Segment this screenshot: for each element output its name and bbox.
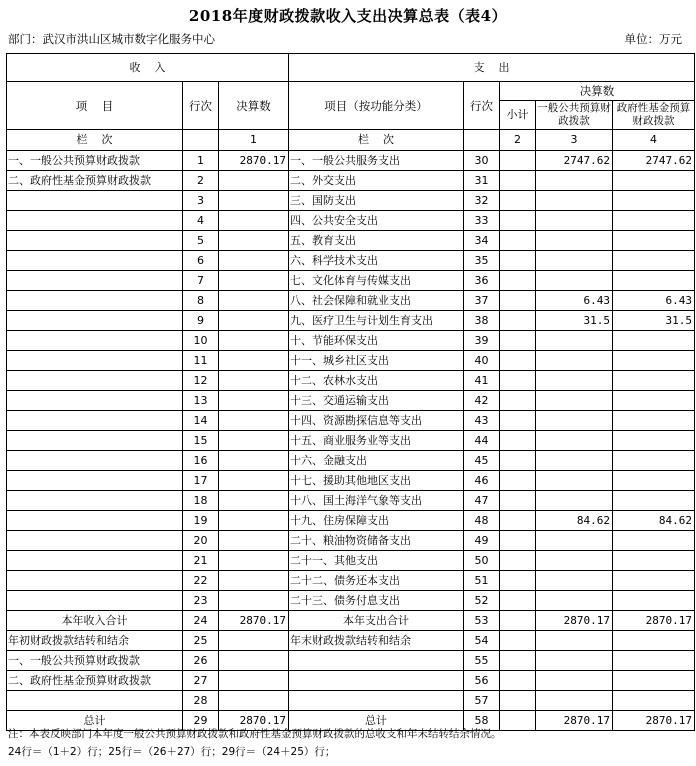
expense-subtotal: [500, 331, 536, 351]
income-row-no: 7: [183, 271, 219, 291]
income-item: [7, 571, 183, 591]
expense-general-budget: [536, 411, 613, 431]
income-item: [7, 591, 183, 611]
income-amount: [219, 471, 289, 491]
income-row-no: 16: [183, 451, 219, 471]
budget-group-header: 决算数: [500, 82, 695, 101]
expense-subtotal: [500, 371, 536, 391]
col-label-2: 栏 次: [289, 130, 464, 151]
income-row-no: 13: [183, 391, 219, 411]
empty-cell: [464, 130, 500, 151]
income-row-no: 27: [183, 671, 219, 691]
amount-header: 决算数: [219, 82, 289, 130]
expense-total-label: 本年支出合计: [289, 611, 464, 631]
income-amount: 2870.17: [219, 151, 289, 171]
expense-subtotal: [500, 531, 536, 551]
income-amount: [219, 651, 289, 671]
income-item: 二、政府性基金预算财政拨款: [7, 671, 183, 691]
income-row-no: 26: [183, 651, 219, 671]
expense-subtotal: [500, 491, 536, 511]
expense-item: 十五、商业服务业等支出: [289, 431, 464, 451]
table-row: [7, 451, 695, 471]
expense-grand-total-fund: 2870.17: [613, 711, 695, 731]
table-body: [7, 54, 695, 731]
expense-item: 十二、农林水支出: [289, 371, 464, 391]
income-amount: [219, 631, 289, 651]
expense-general-budget: [536, 211, 613, 231]
table-row: [7, 511, 695, 531]
income-row-no: 25: [183, 631, 219, 651]
expense-row-no: 39: [464, 331, 500, 351]
expense-general-budget: [536, 571, 613, 591]
expense-general-budget: [536, 551, 613, 571]
income-amount: [219, 691, 289, 711]
column-index-row: [7, 130, 695, 151]
expense-item: 十四、资源勘探信息等支出: [289, 411, 464, 431]
expense-general-budget: [536, 171, 613, 191]
income-amount: [219, 191, 289, 211]
expense-row-no: 47: [464, 491, 500, 511]
expense-gov-fund: [613, 491, 695, 511]
expense-row-no: 48: [464, 511, 500, 531]
expense-row-no: 52: [464, 591, 500, 611]
table-row: [7, 351, 695, 371]
expense-general-budget: 2747.62: [536, 151, 613, 171]
note-line-2: 24行＝（1＋2）行；25行＝（26＋27）行；29行＝（24＋25）行；: [8, 746, 336, 758]
income-row-no: 12: [183, 371, 219, 391]
expense-subtotal: [500, 631, 536, 651]
expense-subtotal: [500, 351, 536, 371]
expense-general-budget: [536, 351, 613, 371]
expense-general-budget: [536, 691, 613, 711]
income-row-no: 19: [183, 511, 219, 531]
income-item: [7, 271, 183, 291]
income-item: 二、政府性基金预算财政拨款: [7, 171, 183, 191]
income-item: [7, 371, 183, 391]
table-row: [7, 431, 695, 451]
table-row: [7, 311, 695, 331]
table-row: [7, 231, 695, 251]
expense-item: [289, 691, 464, 711]
expense-subtotal: [500, 151, 536, 171]
income-row-no: 29: [183, 711, 219, 731]
expense-gov-fund: [613, 591, 695, 611]
income-row-no: 28: [183, 691, 219, 711]
income-amount: [219, 591, 289, 611]
income-item: [7, 351, 183, 371]
expense-subtotal: [500, 251, 536, 271]
income-amount: [219, 311, 289, 331]
table-row: [7, 291, 695, 311]
expense-row-no: 42: [464, 391, 500, 411]
income-amount: [219, 431, 289, 451]
income-amount: [219, 571, 289, 591]
expense-item: 十六、金融支出: [289, 451, 464, 471]
expense-total-general: 2870.17: [536, 611, 613, 631]
income-amount: [219, 531, 289, 551]
expense-gov-fund: [613, 571, 695, 591]
table-row: [7, 191, 695, 211]
expense-subtotal: [500, 471, 536, 491]
expense-subtotal: [500, 651, 536, 671]
expense-general-budget: [536, 271, 613, 291]
income-row-no: 10: [183, 331, 219, 351]
expense-general-budget: [536, 231, 613, 251]
table-row: [7, 151, 695, 171]
expense-gov-fund: 31.5: [613, 311, 695, 331]
income-amount: [219, 391, 289, 411]
expense-general-budget: 6.43: [536, 291, 613, 311]
expense-row-no: 54: [464, 631, 500, 651]
income-item: [7, 391, 183, 411]
expense-gov-fund: [613, 671, 695, 691]
func-item-header: 项目（按功能分类）: [289, 82, 464, 130]
income-item: 一、一般公共预算财政拨款: [7, 651, 183, 671]
expense-general-budget: [536, 431, 613, 451]
expense-subtotal: [500, 411, 536, 431]
income-total-label: 本年收入合计: [7, 611, 183, 631]
expense-item: 十一、城乡社区支出: [289, 351, 464, 371]
expense-general-budget: [536, 671, 613, 691]
income-item: [7, 211, 183, 231]
income-amount: [219, 331, 289, 351]
expense-general-budget: [536, 371, 613, 391]
expense-gov-fund: 6.43: [613, 291, 695, 311]
income-amount: [219, 451, 289, 471]
expense-gov-fund: [613, 411, 695, 431]
expense-item: 十三、交通运输支出: [289, 391, 464, 411]
expense-row-no: 38: [464, 311, 500, 331]
income-header: 收 入: [7, 54, 289, 82]
expense-row-no: 58: [464, 711, 500, 731]
expense-gov-fund: [613, 651, 695, 671]
expense-gov-fund: [613, 251, 695, 271]
income-row-no: 3: [183, 191, 219, 211]
income-amount: [219, 671, 289, 691]
expense-item: 十九、住房保障支出: [289, 511, 464, 531]
expense-subtotal: [500, 171, 536, 191]
expense-subtotal: [500, 211, 536, 231]
income-row-no: 4: [183, 211, 219, 231]
expense-row-no: 41: [464, 371, 500, 391]
expense-gov-fund: [613, 171, 695, 191]
expense-gov-fund: 84.62: [613, 511, 695, 531]
income-amount: [219, 551, 289, 571]
general-budget-header: 一般公共预算财政拨款: [536, 101, 613, 130]
income-row-no: 20: [183, 531, 219, 551]
expense-item: 五、教育支出: [289, 231, 464, 251]
income-item: [7, 251, 183, 271]
income-item: [7, 551, 183, 571]
expense-row-no: 33: [464, 211, 500, 231]
expense-general-budget: [536, 631, 613, 651]
expense-gov-fund: [613, 551, 695, 571]
income-amount: [219, 171, 289, 191]
expense-gov-fund: [613, 211, 695, 231]
expense-gov-fund: [613, 471, 695, 491]
income-item: [7, 191, 183, 211]
table-row: [7, 211, 695, 231]
expense-item: 十、节能环保支出: [289, 331, 464, 351]
income-row-no: 22: [183, 571, 219, 591]
table-row: [7, 271, 695, 291]
income-item: [7, 231, 183, 251]
income-amount: [219, 271, 289, 291]
income-amount: [219, 231, 289, 251]
expense-row-no: 30: [464, 151, 500, 171]
expense-general-budget: 84.62: [536, 511, 613, 531]
income-item: [7, 511, 183, 531]
expense-subtotal: [500, 591, 536, 611]
income-item: [7, 531, 183, 551]
expense-subtotal: [500, 571, 536, 591]
empty-cell: [183, 130, 219, 151]
table-row: [7, 551, 695, 571]
expense-general-budget: [536, 471, 613, 491]
gov-fund-header: 政府性基金预算财政拨款: [613, 101, 695, 130]
col-index-3: 3: [536, 130, 613, 151]
table-row: [7, 591, 695, 611]
carry-row: [7, 691, 695, 711]
income-row-no: 24: [183, 611, 219, 631]
total-year-row: [7, 611, 695, 631]
expense-gov-fund: [613, 371, 695, 391]
expense-row-no: 57: [464, 691, 500, 711]
expense-subtotal: [500, 191, 536, 211]
income-grand-total-label: 总计: [7, 711, 183, 731]
carry-row: [7, 671, 695, 691]
income-amount: [219, 411, 289, 431]
expense-row-no: 31: [464, 171, 500, 191]
expense-general-budget: [536, 191, 613, 211]
expense-header: 支 出: [289, 54, 695, 82]
income-row-no: 5: [183, 231, 219, 251]
expense-row-no: 56: [464, 671, 500, 691]
expense-gov-fund: [613, 691, 695, 711]
expense-row-no: 35: [464, 251, 500, 271]
expense-row-no: 43: [464, 411, 500, 431]
expense-row-no: 37: [464, 291, 500, 311]
expense-item: 二十一、其他支出: [289, 551, 464, 571]
expense-subtotal: [500, 691, 536, 711]
income-item: [7, 311, 183, 331]
expense-gov-fund: [613, 191, 695, 211]
table-row: [7, 531, 695, 551]
expense-grand-total-label: 总计: [289, 711, 464, 731]
item-header: 项 目: [7, 82, 183, 130]
expense-general-budget: [536, 531, 613, 551]
table-row: [7, 571, 695, 591]
expense-gov-fund: [613, 231, 695, 251]
income-row-no: 11: [183, 351, 219, 371]
income-row-no: 1: [183, 151, 219, 171]
expense-row-no: 32: [464, 191, 500, 211]
income-item: [7, 691, 183, 711]
income-row-no: 2: [183, 171, 219, 191]
expense-item: 二十、粮油物资储备支出: [289, 531, 464, 551]
expense-subtotal: [500, 451, 536, 471]
table-row: [7, 491, 695, 511]
expense-subtotal: [500, 711, 536, 731]
table-row: [7, 371, 695, 391]
income-total-amount: 2870.17: [219, 611, 289, 631]
income-grand-total-amount: 2870.17: [219, 711, 289, 731]
income-amount: [219, 351, 289, 371]
table-row: [7, 471, 695, 491]
expense-row-no: 44: [464, 431, 500, 451]
income-row-no: 17: [183, 471, 219, 491]
expense-item: 九、医疗卫生与计划生育支出: [289, 311, 464, 331]
row-no-header: 行次: [183, 82, 219, 130]
expense-item: [289, 651, 464, 671]
expense-item: 六、科学技术支出: [289, 251, 464, 271]
income-item: 一、一般公共预算财政拨款: [7, 151, 183, 171]
expense-row-no: 45: [464, 451, 500, 471]
income-amount: [219, 251, 289, 271]
expense-subtotal: [500, 551, 536, 571]
expense-subtotal: [500, 291, 536, 311]
income-item: [7, 471, 183, 491]
expense-row-no: 46: [464, 471, 500, 491]
row-no-header-2: 行次: [464, 82, 500, 130]
expense-gov-fund: [613, 431, 695, 451]
income-amount: [219, 511, 289, 531]
expense-item: 十八、国土海洋气象等支出: [289, 491, 464, 511]
expense-general-budget: [536, 651, 613, 671]
income-item: [7, 291, 183, 311]
expense-general-budget: [536, 251, 613, 271]
header-row-2: [7, 82, 695, 101]
col-index-4: 4: [613, 130, 695, 151]
department-label: 部门：武汉市洪山区城市数字化服务中心: [8, 32, 215, 46]
expense-general-budget: [536, 331, 613, 351]
income-amount: [219, 371, 289, 391]
expense-item: 年末财政拨款结转和结余: [289, 631, 464, 651]
expense-subtotal: [500, 511, 536, 531]
income-row-no: 21: [183, 551, 219, 571]
report-title: 2018年度财政拨款收入支出决算总表（表4）: [188, 7, 508, 25]
expense-row-no: 34: [464, 231, 500, 251]
expense-subtotal: [500, 611, 536, 631]
expense-grand-total-general: 2870.17: [536, 711, 613, 731]
expense-item: 二十二、债务还本支出: [289, 571, 464, 591]
expense-item: 三、国防支出: [289, 191, 464, 211]
expense-gov-fund: [613, 391, 695, 411]
income-row-no: 14: [183, 411, 219, 431]
expense-row-no: 40: [464, 351, 500, 371]
expense-general-budget: [536, 591, 613, 611]
expense-gov-fund: [613, 531, 695, 551]
income-amount: [219, 291, 289, 311]
expense-subtotal: [500, 391, 536, 411]
expense-item: 四、公共安全支出: [289, 211, 464, 231]
table-row: [7, 171, 695, 191]
income-item: [7, 431, 183, 451]
unit-label: 单位：万元: [624, 32, 682, 46]
expense-general-budget: [536, 491, 613, 511]
expense-item: 八、社会保障和就业支出: [289, 291, 464, 311]
expense-item: 十七、援助其他地区支出: [289, 471, 464, 491]
income-row-no: 18: [183, 491, 219, 511]
income-row-no: 15: [183, 431, 219, 451]
fiscal-summary-table: [6, 53, 695, 731]
income-item: [7, 491, 183, 511]
expense-general-budget: [536, 391, 613, 411]
expense-total-fund: 2870.17: [613, 611, 695, 631]
expense-row-no: 51: [464, 571, 500, 591]
table-row: [7, 331, 695, 351]
expense-item: [289, 671, 464, 691]
expense-subtotal: [500, 431, 536, 451]
expense-row-no: 50: [464, 551, 500, 571]
expense-row-no: 49: [464, 531, 500, 551]
carry-row: [7, 631, 695, 651]
expense-gov-fund: [613, 631, 695, 651]
expense-general-budget: 31.5: [536, 311, 613, 331]
expense-gov-fund: [613, 331, 695, 351]
income-item: [7, 451, 183, 471]
carry-row: [7, 651, 695, 671]
col-label: 栏 次: [7, 130, 183, 151]
expense-row-no: 36: [464, 271, 500, 291]
income-item: [7, 411, 183, 431]
expense-subtotal: [500, 671, 536, 691]
income-row-no: 9: [183, 311, 219, 331]
expense-row-no: 55: [464, 651, 500, 671]
income-amount: [219, 211, 289, 231]
col-index-2: 2: [500, 130, 536, 151]
expense-gov-fund: 2747.62: [613, 151, 695, 171]
income-item: 年初财政拨款结转和结余: [7, 631, 183, 651]
expense-subtotal: [500, 311, 536, 331]
col-index-1: 1: [219, 130, 289, 151]
expense-general-budget: [536, 451, 613, 471]
subtotal-header: 小计: [500, 101, 536, 130]
table-row: [7, 251, 695, 271]
income-amount: [219, 491, 289, 511]
income-row-no: 6: [183, 251, 219, 271]
expense-subtotal: [500, 231, 536, 251]
expense-gov-fund: [613, 451, 695, 471]
expense-item: 七、文化体育与传媒支出: [289, 271, 464, 291]
expense-item: 一、一般公共服务支出: [289, 151, 464, 171]
table-row: [7, 391, 695, 411]
note-line-1: 注：本表反映部门本年度一般公共预算财政拨款和政府性基金预算财政拨款的总收支和年末结转结余情况。: [8, 728, 502, 740]
expense-item: 二十三、债务付息支出: [289, 591, 464, 611]
income-row-no: 8: [183, 291, 219, 311]
expense-row-no: 53: [464, 611, 500, 631]
income-item: [7, 331, 183, 351]
expense-item: 二、外交支出: [289, 171, 464, 191]
income-row-no: 23: [183, 591, 219, 611]
expense-subtotal: [500, 271, 536, 291]
expense-gov-fund: [613, 271, 695, 291]
table-row: [7, 411, 695, 431]
expense-gov-fund: [613, 351, 695, 371]
header-row-sections: [7, 54, 695, 82]
